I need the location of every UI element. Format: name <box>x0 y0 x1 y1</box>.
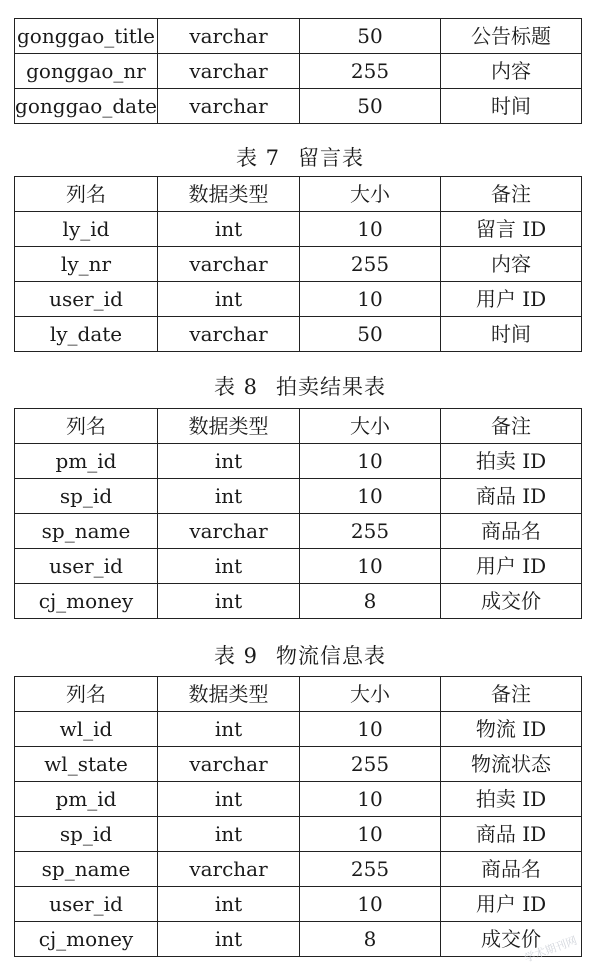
table-row <box>15 922 582 957</box>
header-remark: 备注 <box>441 677 582 712</box>
cell-data-type: varchar <box>158 852 300 887</box>
cell-size: 255 <box>300 54 441 89</box>
cell-size: 10 <box>300 782 441 817</box>
table-row <box>15 444 582 479</box>
cell-column-name: gonggao_date <box>15 89 158 124</box>
cell-data-type: int <box>158 817 300 852</box>
cell-column-name: ly_nr <box>15 247 158 282</box>
cell-data-type: int <box>158 782 300 817</box>
header-data-type: 数据类型 <box>158 409 300 444</box>
cell-size: 50 <box>300 317 441 352</box>
table-row <box>15 549 582 584</box>
cell-size: 50 <box>300 19 441 54</box>
header-data-type: 数据类型 <box>158 677 300 712</box>
cell-size: 255 <box>300 747 441 782</box>
table-row <box>15 852 582 887</box>
cell-data-type: int <box>158 444 300 479</box>
table-row <box>15 887 582 922</box>
watermark: 学术期刊网 <box>522 933 579 965</box>
table-row <box>15 747 582 782</box>
cell-data-type: int <box>158 887 300 922</box>
cell-size: 10 <box>300 444 441 479</box>
table-row <box>15 479 582 514</box>
cell-data-type: int <box>158 212 300 247</box>
cell-remark: 公告标题 <box>441 19 582 54</box>
cell-column-name: user_id <box>15 282 158 317</box>
cell-size: 10 <box>300 887 441 922</box>
cell-column-name: wl_id <box>15 712 158 747</box>
caption-number: 表 8 <box>213 375 259 399</box>
cell-size: 255 <box>300 852 441 887</box>
cell-remark: 时间 <box>441 89 582 124</box>
table-row <box>15 19 582 54</box>
header-size: 大小 <box>300 677 441 712</box>
cell-column-name: sp_name <box>15 514 158 549</box>
cell-remark: 用户 ID <box>441 887 582 922</box>
caption-number: 表 7 <box>235 146 281 170</box>
table-row <box>15 247 582 282</box>
cell-size: 10 <box>300 817 441 852</box>
cell-data-type: int <box>158 282 300 317</box>
cell-remark: 内容 <box>441 54 582 89</box>
table-8 <box>14 408 582 619</box>
cell-remark: 商品 ID <box>441 817 582 852</box>
cell-size: 10 <box>300 479 441 514</box>
cell-remark: 用户 ID <box>441 549 582 584</box>
cell-data-type: int <box>158 922 300 957</box>
cell-data-type: varchar <box>158 19 300 54</box>
cell-data-type: int <box>158 479 300 514</box>
table-row <box>15 212 582 247</box>
table-row <box>15 89 582 124</box>
table-9-caption <box>0 642 600 670</box>
header-data-type: 数据类型 <box>158 177 300 212</box>
cell-data-type: varchar <box>158 89 300 124</box>
cell-remark: 留言 ID <box>441 212 582 247</box>
table-header-row <box>15 177 582 212</box>
header-remark: 备注 <box>441 177 582 212</box>
cell-column-name: pm_id <box>15 782 158 817</box>
table-row <box>15 317 582 352</box>
table-row <box>15 712 582 747</box>
cell-column-name: sp_id <box>15 479 158 514</box>
header-size: 大小 <box>300 409 441 444</box>
cell-column-name: ly_id <box>15 212 158 247</box>
cell-remark: 成交价 <box>441 922 582 957</box>
cell-column-name: cj_money <box>15 922 158 957</box>
cell-remark: 物流 ID <box>441 712 582 747</box>
cell-remark: 商品 ID <box>441 479 582 514</box>
cell-data-type: varchar <box>158 514 300 549</box>
cell-data-type: int <box>158 549 300 584</box>
caption-title: 留言表 <box>298 146 365 170</box>
cell-column-name: sp_name <box>15 852 158 887</box>
cell-column-name: gonggao_nr <box>15 54 158 89</box>
header-remark: 备注 <box>441 409 582 444</box>
cell-column-name: user_id <box>15 549 158 584</box>
table-6-partial <box>14 18 582 124</box>
cell-size: 10 <box>300 282 441 317</box>
cell-data-type: int <box>158 584 300 619</box>
caption-number: 表 9 <box>213 644 259 668</box>
cell-size: 10 <box>300 712 441 747</box>
cell-data-type: varchar <box>158 247 300 282</box>
cell-data-type: int <box>158 712 300 747</box>
table-8-caption <box>0 373 600 401</box>
table-7-caption <box>0 144 600 172</box>
cell-remark: 内容 <box>441 247 582 282</box>
table-row <box>15 54 582 89</box>
cell-remark: 用户 ID <box>441 282 582 317</box>
cell-remark: 商品名 <box>441 852 582 887</box>
cell-column-name: cj_money <box>15 584 158 619</box>
cell-size: 255 <box>300 247 441 282</box>
cell-remark: 时间 <box>441 317 582 352</box>
table-9 <box>14 676 582 957</box>
cell-data-type: varchar <box>158 54 300 89</box>
table-row <box>15 817 582 852</box>
table-row <box>15 782 582 817</box>
cell-data-type: varchar <box>158 317 300 352</box>
cell-size: 8 <box>300 922 441 957</box>
table-7 <box>14 176 582 352</box>
caption-title: 物流信息表 <box>276 644 387 668</box>
table-row <box>15 584 582 619</box>
header-column-name: 列名 <box>15 409 158 444</box>
table-header-row <box>15 409 582 444</box>
header-column-name: 列名 <box>15 677 158 712</box>
cell-column-name: ly_date <box>15 317 158 352</box>
cell-size: 10 <box>300 212 441 247</box>
cell-data-type: varchar <box>158 747 300 782</box>
cell-remark: 商品名 <box>441 514 582 549</box>
cell-size: 255 <box>300 514 441 549</box>
cell-column-name: gonggao_title <box>15 19 158 54</box>
header-column-name: 列名 <box>15 177 158 212</box>
cell-size: 50 <box>300 89 441 124</box>
cell-remark: 拍卖 ID <box>441 782 582 817</box>
cell-size: 10 <box>300 549 441 584</box>
header-size: 大小 <box>300 177 441 212</box>
cell-size: 8 <box>300 584 441 619</box>
table-row <box>15 282 582 317</box>
cell-column-name: wl_state <box>15 747 158 782</box>
cell-remark: 物流状态 <box>441 747 582 782</box>
table-header-row <box>15 677 582 712</box>
cell-remark: 成交价 <box>441 584 582 619</box>
cell-column-name: pm_id <box>15 444 158 479</box>
caption-title: 拍卖结果表 <box>276 375 387 399</box>
cell-column-name: sp_id <box>15 817 158 852</box>
cell-remark: 拍卖 ID <box>441 444 582 479</box>
cell-column-name: user_id <box>15 887 158 922</box>
table-row <box>15 514 582 549</box>
